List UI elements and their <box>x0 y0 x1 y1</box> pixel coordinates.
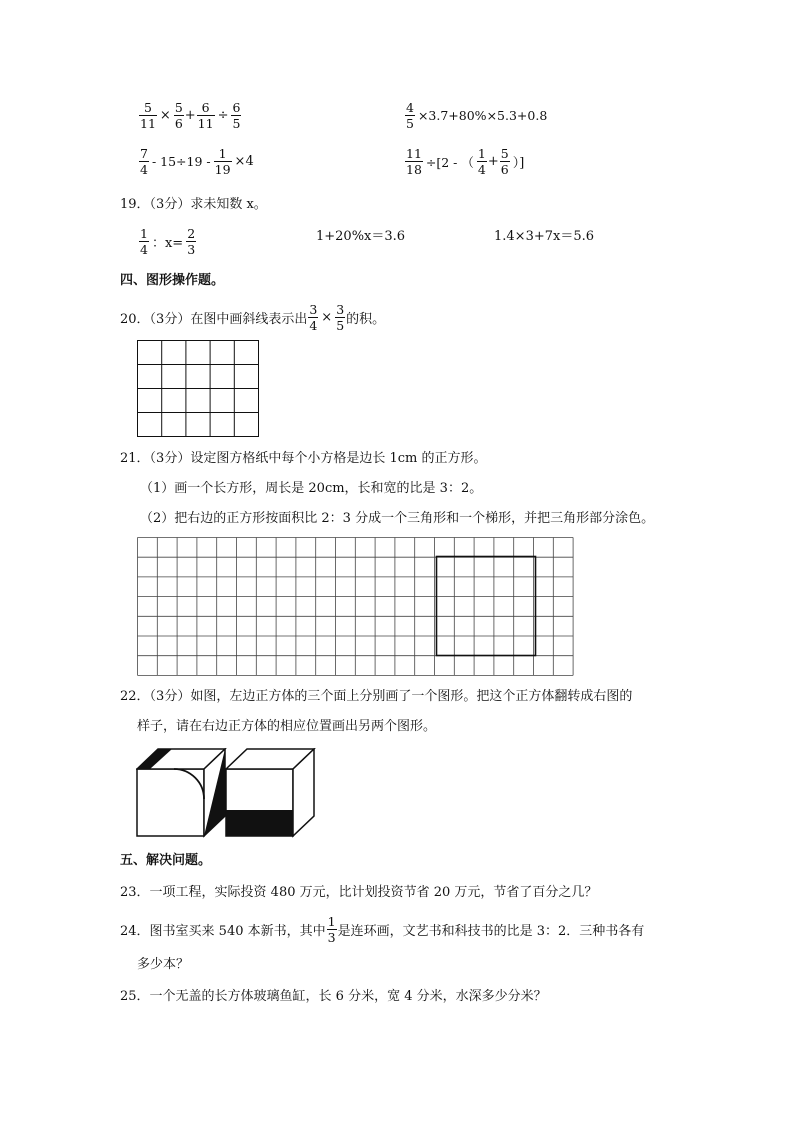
q21-grid-paper[interactable] <box>137 537 577 677</box>
question-24 <box>120 914 644 945</box>
fraction: $\frac{11}{18}$ <box>406 146 422 177</box>
square-to-divide <box>437 557 536 656</box>
fraction: $\frac{5}{6}$ <box>500 146 509 177</box>
fraction: $\frac{5}{6}$ <box>174 100 183 131</box>
question-24-line-2: 多少本？ <box>137 957 190 972</box>
q19-equation-1 <box>138 226 197 257</box>
operator: + <box>184 108 196 123</box>
question-19-title: 19．（3分）求未知数 x。 <box>120 197 267 212</box>
calc-expression-3 <box>138 146 256 177</box>
expression-text: ）] <box>512 156 525 171</box>
fraction: $\frac{2}{3}$ <box>187 226 196 257</box>
expression-text: - 15÷19 - <box>151 154 211 169</box>
question-23: 23．一项工程，实际投资 480 万元，比计划投资节省 20 万元，节省了百分之几？ <box>120 885 598 900</box>
fraction: $\frac{4}{5}$ <box>406 100 414 131</box>
question-text: 24．图书室买来 540 本新书，其中 <box>120 924 326 939</box>
calc-expression-1 <box>138 100 242 131</box>
fraction: $\frac{6}{5}$ <box>232 100 241 131</box>
fraction: $\frac{3}{5}$ <box>336 302 345 333</box>
operator: + <box>487 154 499 169</box>
calc-expression-4 <box>404 146 526 177</box>
expression-text: ×4 <box>234 154 254 169</box>
operator: × <box>159 108 171 123</box>
question-21-part-1: （1）画一个长方形，周长是 20cm，长和宽的比是 3：2。 <box>140 481 483 496</box>
expression-text: ÷[2 - （ <box>425 154 474 170</box>
right-cube-figure <box>225 748 317 838</box>
operator: ÷ <box>217 108 229 123</box>
section-5-heading: 五、解决问题。 <box>120 853 212 868</box>
question-text: 是连环画，文艺书和科技书的比是 3：2．三种书各有 <box>337 924 645 939</box>
question-21-part-2: （2）把右边的正方形按面积比 2：3 分成一个三角形和一个梯形，并把三角形部分涂色。 <box>140 511 655 526</box>
question-text: 20．（3分）在图中画斜线表示出 <box>120 312 308 327</box>
fraction: $\frac{1}{3}$ <box>327 914 336 945</box>
question-22-line-2: 样子，请在右边正方体的相应位置画出另两个图形。 <box>137 719 437 734</box>
expression-text: ：x= <box>151 236 184 251</box>
q19-equation-2: 1+20%x＝3.6 <box>316 229 406 244</box>
fraction: $\frac{3}{4}$ <box>309 302 318 333</box>
question-20 <box>120 302 385 333</box>
question-21-title: 21．（3分）设定图方格纸中每个小方格是边长 1cm 的正方形。 <box>120 451 487 466</box>
q20-drawing-grid[interactable] <box>137 340 260 438</box>
fraction: $\frac{5}{11}$ <box>140 100 156 131</box>
calc-expression-2 <box>404 100 549 131</box>
question-text: 的积。 <box>346 312 386 327</box>
fraction: $\frac{6}{11}$ <box>197 100 214 131</box>
fraction: $\frac{7}{4}$ <box>140 146 148 177</box>
fraction: $\frac{1}{19}$ <box>214 146 231 177</box>
q19-equation-3: 1.4×3+7x＝5.6 <box>494 229 595 244</box>
left-cube-figure <box>136 748 228 838</box>
section-4-heading: 四、图形操作题。 <box>120 273 225 288</box>
operator: × <box>321 310 333 325</box>
expression-text: ×3.7+80%×5.3+0.8 <box>417 108 548 123</box>
fraction: $\frac{1}{4}$ <box>477 146 486 177</box>
fraction: $\frac{1}{4}$ <box>140 226 148 257</box>
question-22-line-1: 22．（3分）如图，左边正方体的三个面上分别画了一个图形。把这个正方体翻转成右图的 <box>120 689 633 704</box>
question-25: 25．一个无盖的长方体玻璃鱼缸，长 6 分米，宽 4 分米，水深多少分米？ <box>120 989 547 1004</box>
